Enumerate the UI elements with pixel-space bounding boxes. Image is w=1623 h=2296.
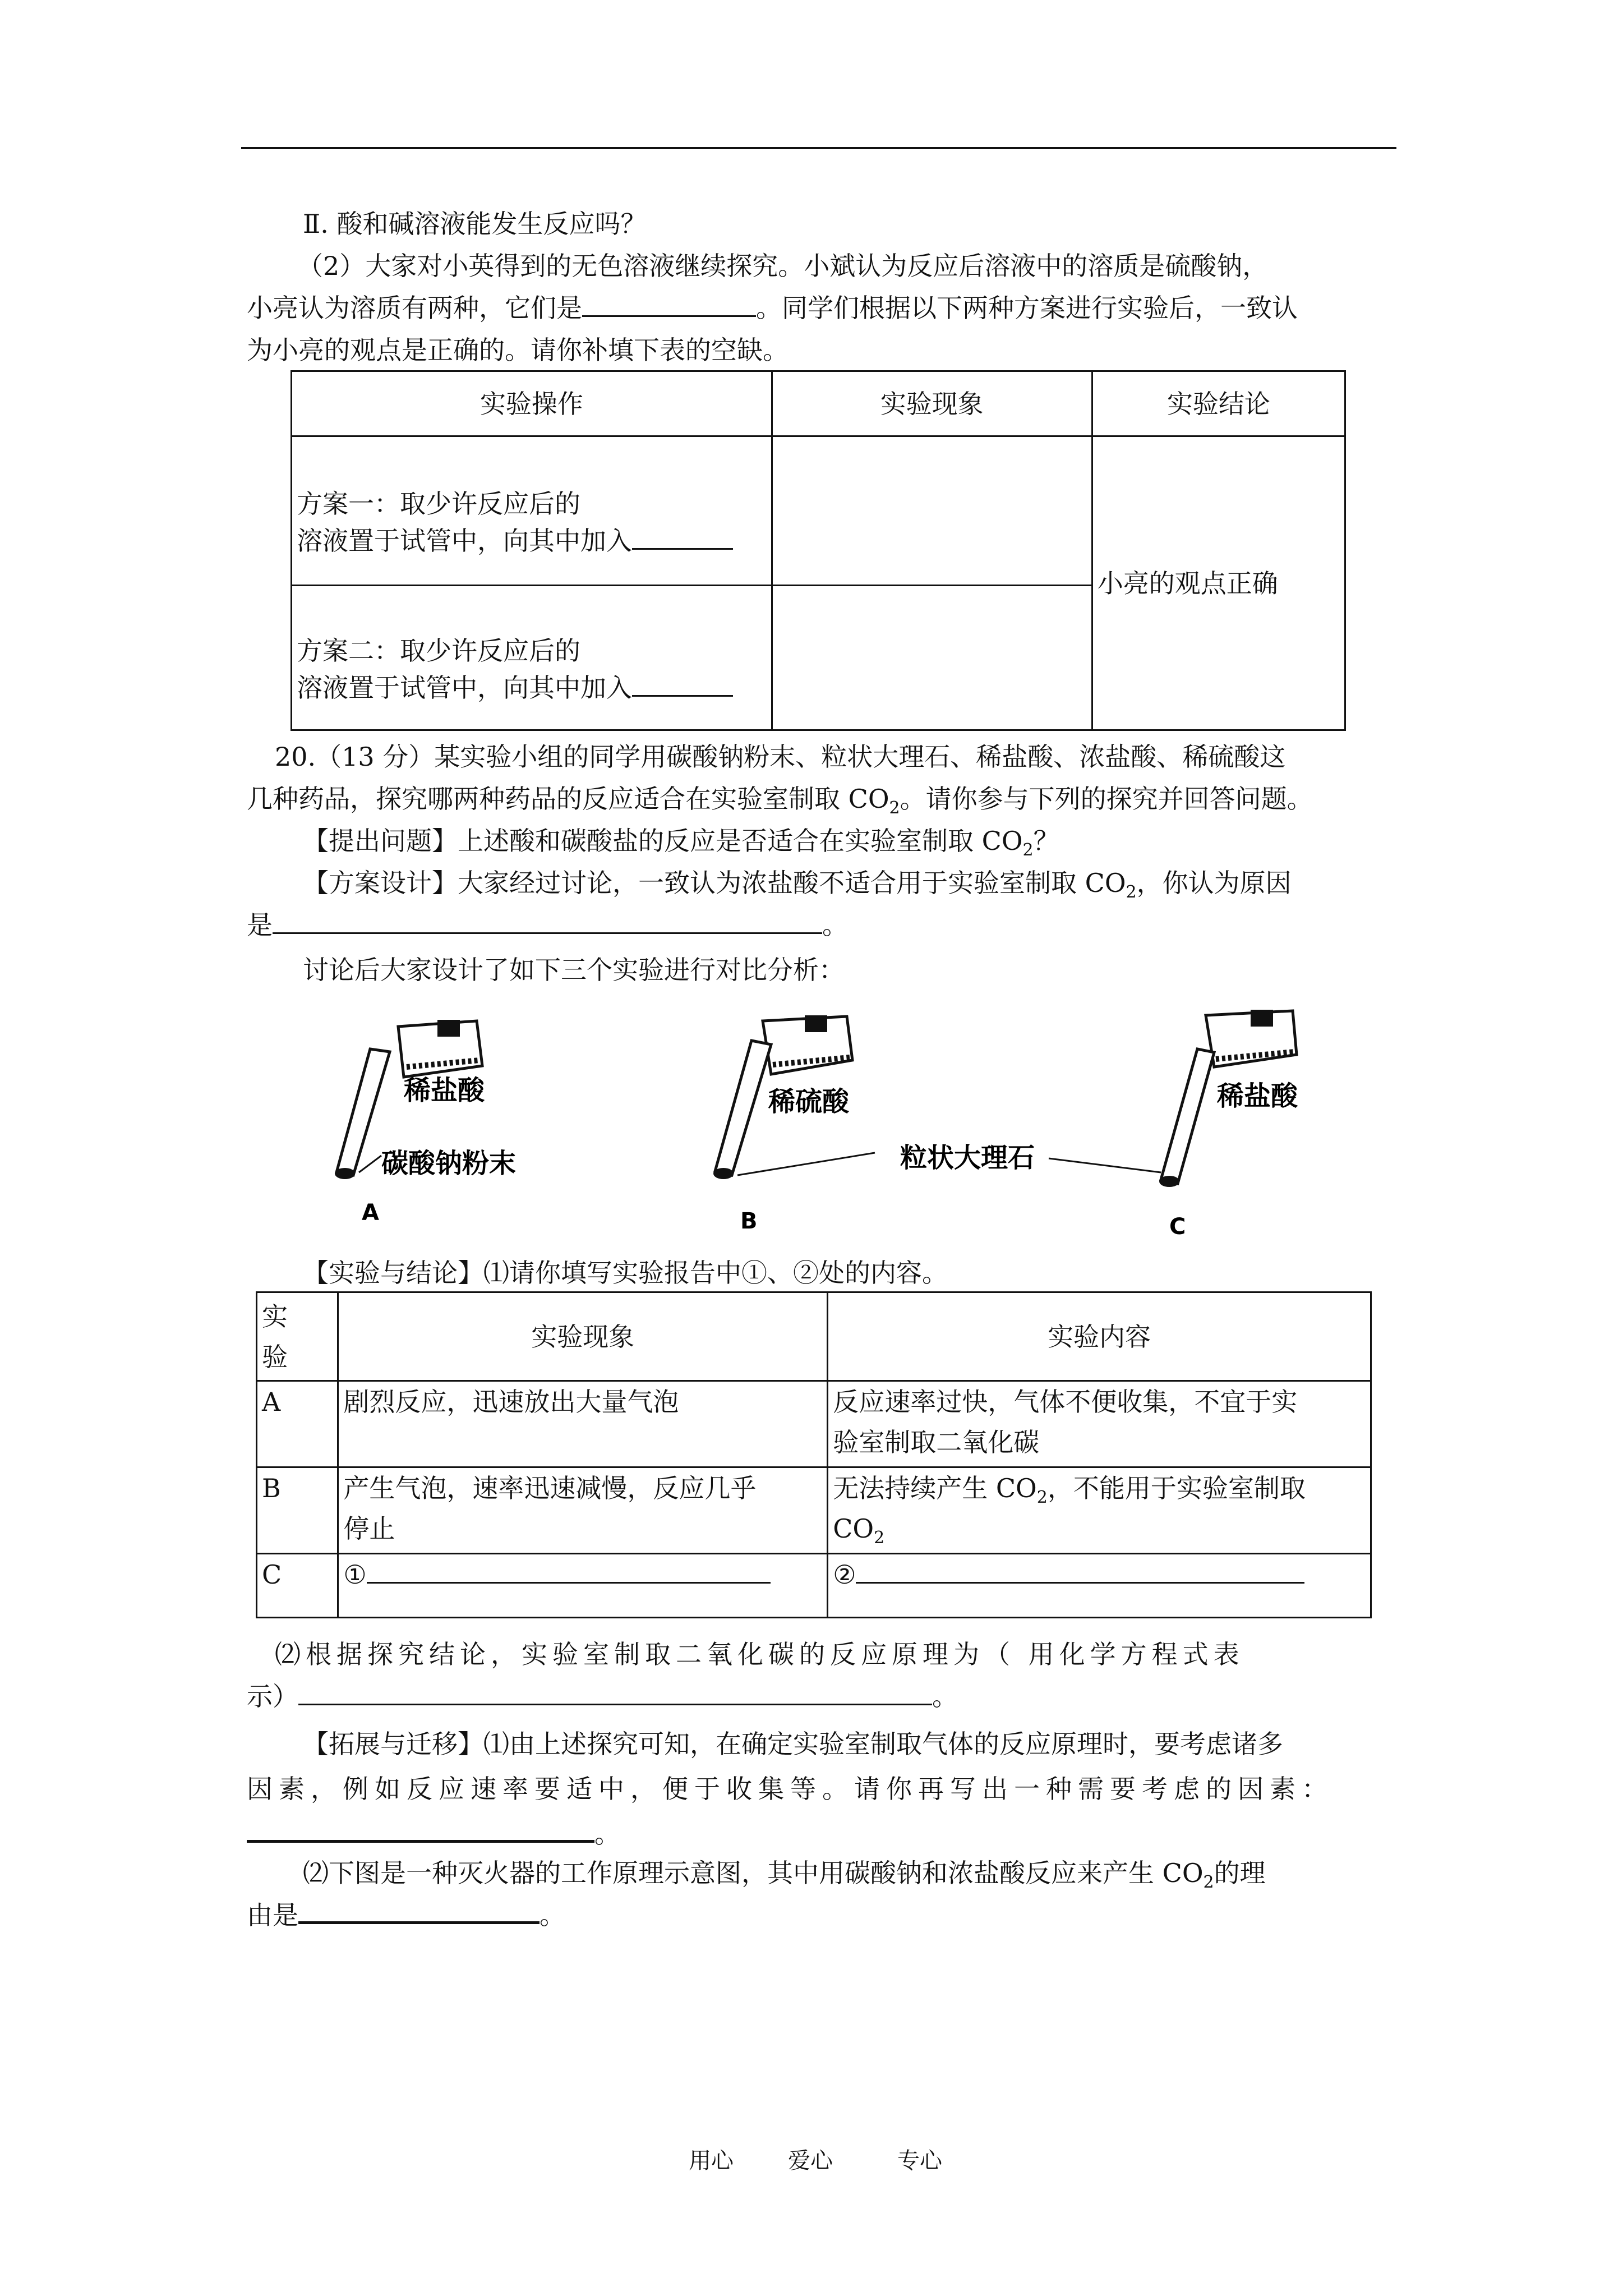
plan2-phenomenon-cell[interactable]: [772, 586, 1092, 730]
discuss-line: 讨论后大家设计了如下三个实验进行对比分析：: [303, 955, 845, 985]
plan1-cell: 方案一：取少许反应后的 溶液置于试管中，向其中加入: [292, 436, 772, 586]
q2p-line2: 示） 。: [247, 1681, 958, 1711]
label-b-acid: 稀硫酸: [768, 1086, 850, 1117]
factor-blank[interactable]: [247, 1818, 594, 1843]
solid-sample-icon: [335, 1168, 355, 1179]
row-c-content: ②: [828, 1554, 1371, 1618]
header-phenomenon: 实验现象: [772, 371, 1092, 436]
label-marble: 粒状大理石: [900, 1142, 1035, 1174]
header-rule: [241, 147, 1396, 149]
solid-sample-icon: [1159, 1176, 1179, 1187]
section-heading: Ⅱ. 酸和碱溶液能发生反应吗？: [303, 209, 647, 239]
equation-blank[interactable]: [298, 1681, 932, 1705]
test-tube-icon: [1161, 1049, 1214, 1184]
label-a: A: [362, 1200, 379, 1226]
bottle-label-icon: [805, 1015, 827, 1032]
bottle-label-icon: [1251, 1010, 1273, 1027]
label-c-acid: 稀盐酸: [1217, 1080, 1298, 1112]
pointer-line: [359, 1156, 381, 1172]
row-c-phenomenon: ①: [338, 1554, 828, 1618]
label-a-acid: 稀盐酸: [404, 1075, 485, 1106]
q2-line3: 为小亮的观点是正确的。请你补填下表的空缺。: [247, 335, 789, 365]
q20-line2: 几种药品，探究哪两种药品的反应适合在实验室制取 $CO_2$。请你参与下列的探究并回答问题。: [247, 784, 1313, 818]
question-line: 【提出问题】上述酸和碳酸盐的反应是否适合在实验室制取 $CO_2$？: [303, 826, 1059, 860]
exp-intro: 【实验与结论】⑴请你填写实验报告中①、②处的内容。: [303, 1258, 948, 1288]
test-tube-icon: [715, 1041, 771, 1175]
setup-c: [1159, 1010, 1298, 1240]
apparatus-figure: [314, 1004, 1346, 1245]
pointer-line: [1049, 1158, 1161, 1172]
footer-a: 用心: [689, 2148, 734, 2174]
row-c-id: C: [257, 1554, 338, 1618]
answer-blank-2[interactable]: [856, 1559, 1304, 1584]
plan2-cell: 方案二：取少许反应后的 溶液置于试管中，向其中加入: [292, 586, 772, 730]
answer-blank-1[interactable]: [367, 1559, 771, 1584]
header-exp: 实 验: [257, 1292, 338, 1381]
setup-b: [713, 1015, 1161, 1234]
row-b-id: B: [257, 1467, 338, 1554]
table-report: [256, 1291, 1372, 1618]
header-conclusion: 实验结论: [1092, 371, 1345, 436]
ext-line3: 。: [247, 1818, 620, 1850]
row-b-phenomenon: 产生气泡，速率迅速减慢，反应几乎 停止: [338, 1467, 828, 1554]
label-a-solid: 碳酸钠粉末: [381, 1148, 517, 1179]
answer-blank[interactable]: [582, 293, 756, 317]
row-b-content: 无法持续产生 $CO_2$，不能用于实验室制取 $CO_2$: [828, 1467, 1371, 1554]
ext-line2: 因素，例如反应速率要适中，便于收集等。请你再写出一种需要考虑的因素：: [247, 1774, 1334, 1804]
footer-c: 专心: [897, 2148, 942, 2174]
q2-line2: 小亮认为溶质有两种，它们是 。同学们根据以下两种方案进行实验后，一致认: [247, 293, 1298, 323]
header-phenomenon: 实验现象: [338, 1292, 828, 1381]
solid-sample-icon: [713, 1168, 734, 1179]
label-b: B: [740, 1208, 758, 1234]
design-line2: 是 。: [247, 910, 848, 940]
header-content: 实验内容: [828, 1292, 1371, 1381]
setup-a: [335, 1020, 516, 1226]
q20-line1: 20.（13 分）某实验小组的同学用碳酸钠粉末、粒状大理石、稀盐酸、浓盐酸、稀硫酸这: [275, 742, 1286, 772]
table-plans: [291, 370, 1346, 731]
plan1-blank[interactable]: [632, 526, 733, 550]
pointer-line: [737, 1153, 875, 1175]
plan1-phenomenon-cell[interactable]: [772, 436, 1092, 586]
design-line: 【方案设计】大家经过讨论，一致认为浓盐酸不适合用于实验室制取 $CO_2$，你认为原因: [303, 868, 1292, 902]
reason-blank[interactable]: [273, 910, 822, 934]
row-a-phenomenon: 剧烈反应，迅速放出大量气泡: [338, 1381, 828, 1467]
q2p-line1: ⑵根据探究结论，实验室制取二氧化碳的反应原理为（ 用化学方程式表: [275, 1639, 1244, 1669]
footer-b: 爱心: [788, 2148, 833, 2174]
ext-line1: 【拓展与迁移】⑴由上述探究可知，在确定实验室制取气体的反应原理时，要考虑诸多: [303, 1729, 1283, 1759]
ext-line5: 由是 。: [247, 1900, 565, 1930]
conclusion-cell: 小亮的观点正确: [1092, 436, 1345, 730]
row-a-id: A: [257, 1381, 338, 1467]
reason2-blank[interactable]: [298, 1899, 540, 1924]
label-c: C: [1169, 1214, 1186, 1240]
ext-line4: ⑵下图是一种灭火器的工作原理示意图，其中用碳酸钠和浓盐酸反应来产生 $CO_2$的理: [303, 1858, 1266, 1892]
plan2-blank[interactable]: [632, 673, 733, 697]
row-a-content: 反应速率过快，气体不便收集，不宜于实 验室制取二氧化碳: [828, 1381, 1371, 1467]
bottle-label-icon: [437, 1020, 460, 1037]
header-operation: 实验操作: [292, 371, 772, 436]
q2-line1: （2）大家对小英得到的无色溶液继续探究。小斌认为反应后溶液中的溶质是硫酸钠，: [297, 251, 1269, 281]
